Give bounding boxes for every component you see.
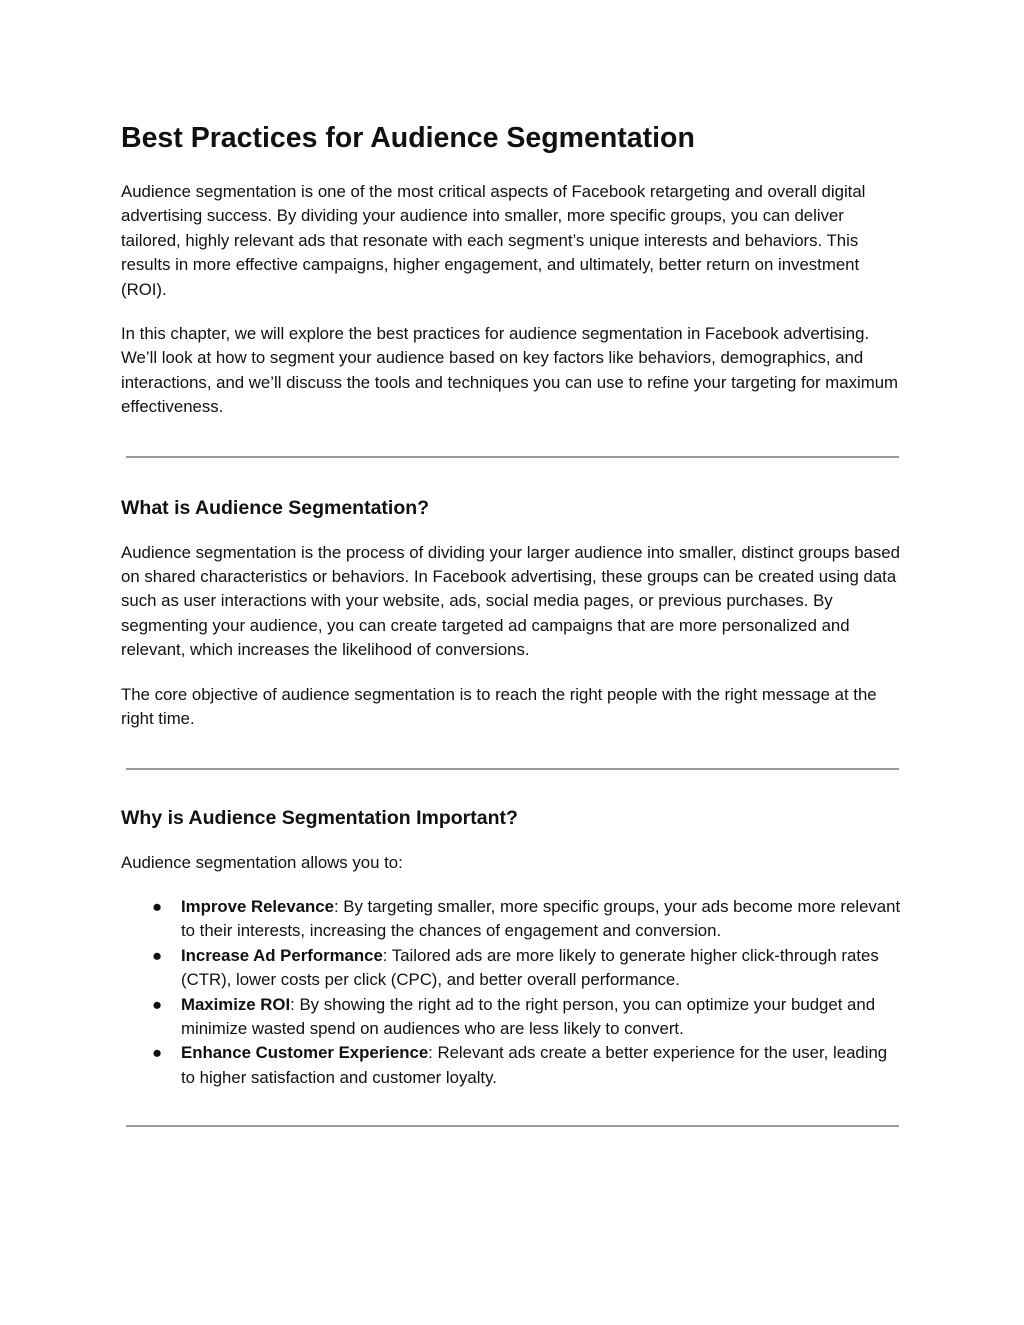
list-item: [121, 1041, 903, 1090]
section1-paragraph-2: The core objective of audience segmentation is to reach the right people with the right message at the right time.: [121, 684, 877, 729]
list-item-term: Improve Relevance: [181, 896, 334, 916]
section2-lead: Audience segmentation allows you to:: [121, 852, 403, 872]
benefits-list: [121, 895, 903, 1090]
bullet-icon: ●: [152, 994, 163, 1014]
intro-paragraph-2: In this chapter, we will explore the best practices for audience segmentation in Facebook advertising. We’ll look at how to segment your audience based on key factors like behaviors, demographics, and interactions, and we’ll discuss the tools and techniques you can use to refine your targeting for maximum effectiveness.: [121, 324, 899, 417]
section-heading-what-is: What is Audience Segmentation?: [121, 496, 430, 519]
list-item-text: : Tailored ads are more likely to generate higher click-through rates (CTR), lower costs per click (CPC), and better overall performance.: [181, 945, 879, 990]
page-title: Best Practices for Audience Segmentation: [121, 122, 695, 154]
list-item: [121, 993, 903, 1042]
list-item-term: Increase Ad Performance: [181, 945, 383, 965]
list-item-term: Enhance Customer Experience: [181, 1043, 429, 1063]
list-item-text: : By targeting smaller, more specific groups, your ads become more relevant to their interests, increasing the chances of engagement and conversion.: [181, 896, 901, 941]
bullet-icon: ●: [152, 896, 163, 916]
bullet-icon: ●: [152, 1043, 163, 1063]
section-heading-why-important: Why is Audience Segmentation Important?: [121, 806, 518, 829]
document-content: [121, 118, 903, 1127]
section1-paragraph-1: Audience segmentation is the process of dividing your larger audience into smaller, distinct groups based on shared characteristics or behaviors. In Facebook advertising, these groups can be created using data such as user interactions with your website, ads, social media pages, or previous purchases. By segmenting your audience, you can create targeted ad campaigns that are more personalized and relevant, which increases the likelihood of conversions.: [121, 542, 900, 660]
list-item-text: : Relevant ads create a better experience for the user, leading to higher satisfaction and customer loyalty.: [181, 1043, 888, 1087]
list-item: [121, 895, 903, 944]
horizontal-divider: [126, 456, 899, 458]
intro-paragraph-1: Audience segmentation is one of the most critical aspects of Facebook retargeting and overall digital advertising success. By dividing your audience into smaller, more specific groups, you can deliver tailored, highly relevant ads that resonate with each segment’s unique interests and behaviors. This results in more effective campaigns, higher engagement, and ultimately, better return on investment (ROI).: [121, 182, 866, 299]
bullet-icon: ●: [152, 945, 163, 965]
horizontal-divider: [126, 1125, 899, 1127]
horizontal-divider: [126, 768, 899, 770]
list-item-text: : By showing the right ad to the right person, you can optimize your budget and minimize wasted spend on audiences who are less likely to convert.: [181, 994, 876, 1038]
list-item: [121, 944, 903, 993]
list-item-term: Maximize ROI: [181, 994, 291, 1014]
